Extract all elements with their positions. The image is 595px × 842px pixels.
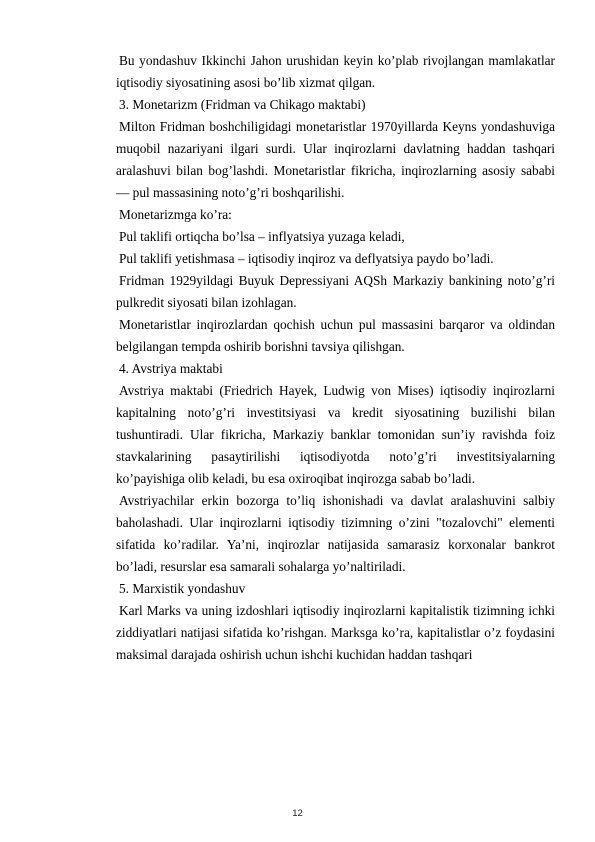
paragraph-monetarism-intro: Monetarizmga ko’ra: <box>119 207 232 222</box>
list-item-excess-supply: Pul taklifi ortiqcha bo’lsa – inflyatsiya yuzaga keladi, <box>119 229 405 244</box>
paragraph-monetarist-advice: Monetaristlar inqirozlardan qochish uchun pul massasini barqaror va oldindan belgilangan tempda oshirib borishni tavsiya qilishgan. <box>116 317 555 354</box>
paragraph-great-depression: Fridman 1929yildagi Buyuk Depressiyani AQSh Markaziy bankining noto’g’ri pulkredit siyosati bilan izohlagan. <box>116 273 555 310</box>
section-heading-marxist: 5. Marxistik yondashuv <box>119 581 246 596</box>
paragraph-austrian-market: Avstriyachilar erkin bozorga to’liq ishonishadi va davlat aralashuvini salbiy baholashadi. Ular inqirozlarni iqtisodiy tizimning o’zini "tozalovchi" elementi sifatida ko’radilar. Ya’ni, inqirozlar natijasida samarasiz korxonalar bankrot bo’ladi, resurslar esa samarali sohalarga yo’naltiriladi. <box>116 493 555 574</box>
paragraph-marx: Karl Marks va uning izdoshlari iqtisodiy inqirozlarni kapitalistik tizimning ichki ziddiyatlari natijasi sifatida ko’rishgan. Marksga ko’ra, kapitalistlar o’z foydasini maksimal darajada oshirish uchun ishchi kuchidan haddan tashqari <box>116 603 555 662</box>
list-item-short-supply: Pul taklifi yetishmasa – iqtisodiy inqiroz va deflyatsiya paydo bo’ladi. <box>119 251 494 266</box>
paragraph-keynes-conclusion: Bu yondashuv Ikkinchi Jahon urushidan keyin ko’plab rivojlangan mamlakatlar iqtisodiy siyosatining asosi bo’lib xizmat qilgan. <box>116 53 555 90</box>
page-number: 12 <box>292 808 303 819</box>
paragraph-austrian-school: Avstriya maktabi (Friedrich Hayek, Ludwig von Mises) iqtisodiy inqirozlarni kapitalning noto’g’ri investitsiyasi va kredit siyosatining buzilishi bilan tushuntiradi. Ular fikricha, Markaziy banklar tomonidan sun’iy ravishda foiz stavkalarining pasaytirilishi iqtisodiyotda noto’g’ri investitsiyalarning ko’payishiga olib keladi, bu esa oxiroqibat inqirozga sabab bo’ladi. <box>116 383 555 486</box>
page-body <box>116 50 555 666</box>
paragraph-friedman: Milton Fridman boshchiligidagi monetaristlar 1970yillarda Keyns yondashuviga muqobil nazariyani ilgari surdi. Ular inqirozlarni davlatning haddan tashqari aralashuvi bilan bog’lashdi. Monetaristlar fikricha, inqirozlarning asosiy sababi — pul massasining noto’g’ri boshqarilishi. <box>116 119 555 200</box>
section-heading-austrian: 4. Avstriya maktabi <box>119 361 223 376</box>
section-heading-monetarism: 3. Monetarizm (Fridman va Chikago maktabi) <box>119 97 366 112</box>
